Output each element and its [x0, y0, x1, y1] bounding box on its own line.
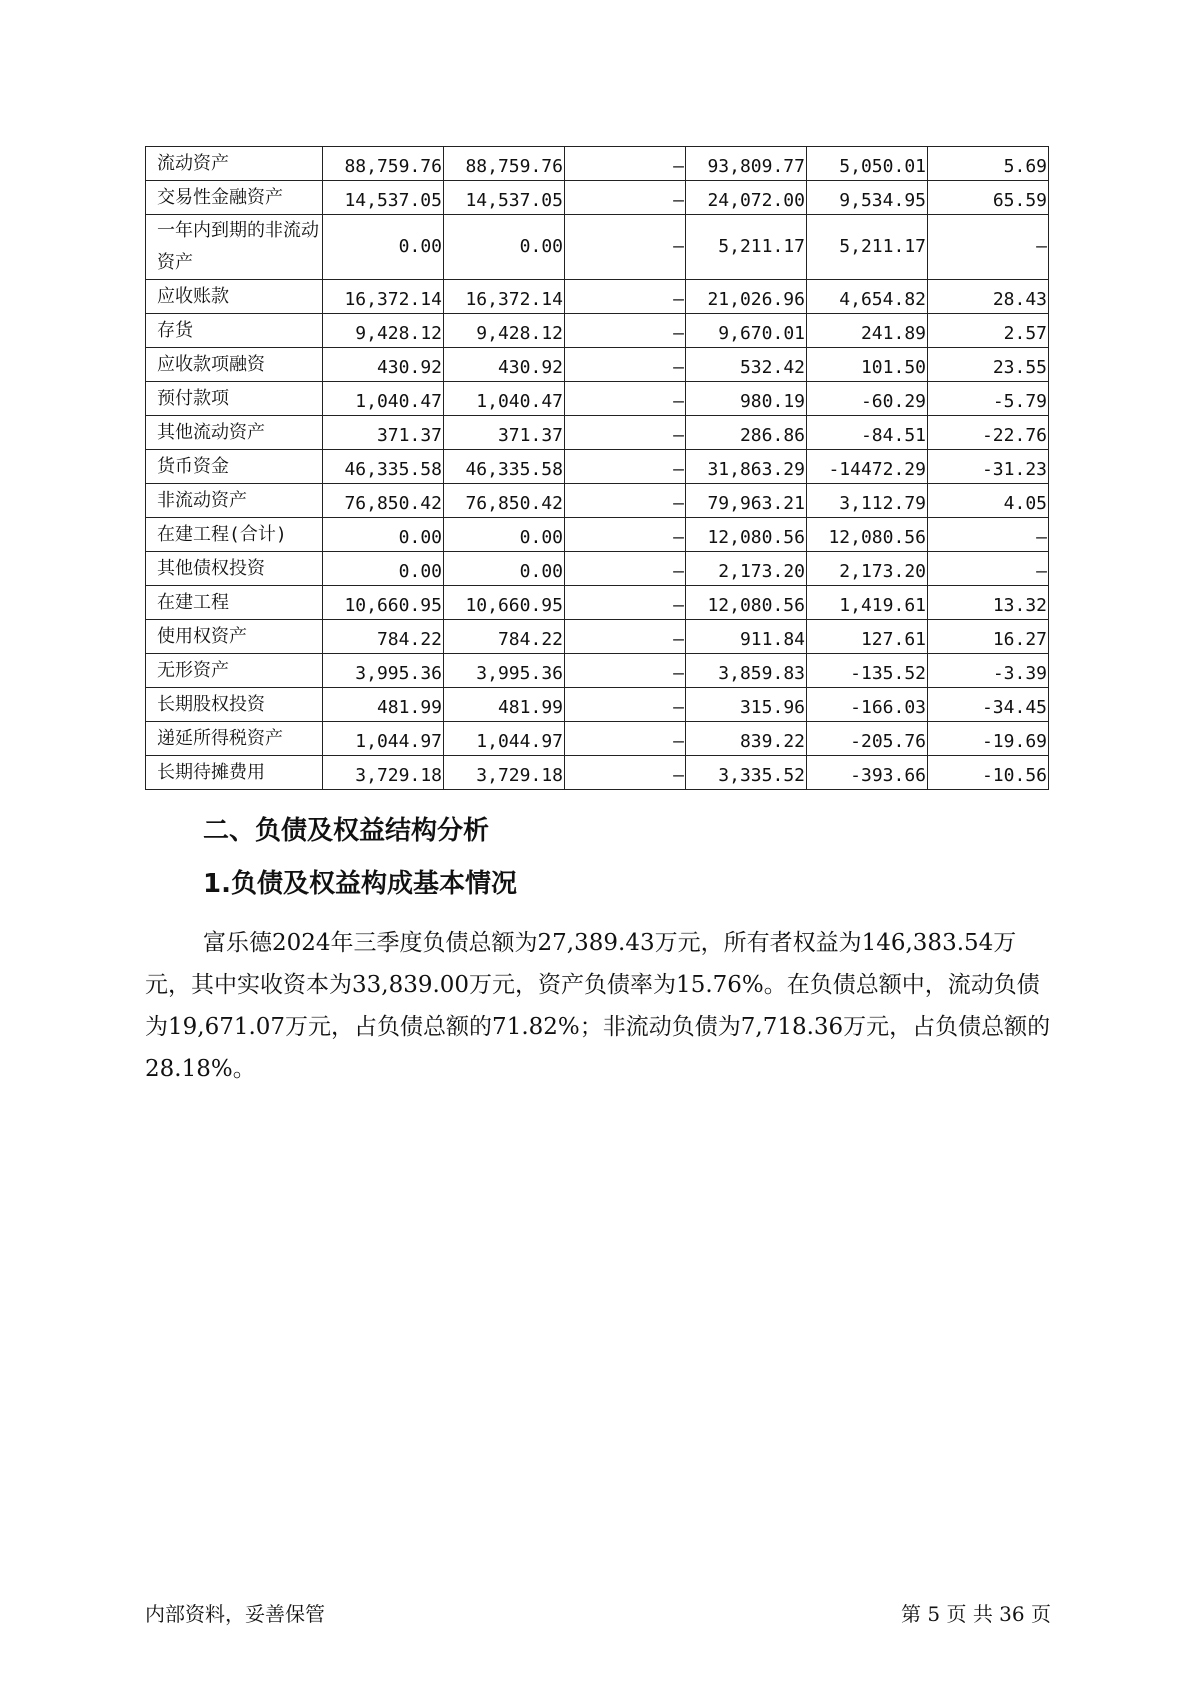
row-label: 在建工程(合计) — [146, 518, 323, 552]
change-amount-cell: 5,211.17 — [807, 215, 928, 280]
change-amount-cell: -205.76 — [807, 722, 928, 756]
current-value-cell: 21,026.96 — [686, 280, 807, 314]
adjustment-cell: – — [565, 147, 686, 181]
adjustment-cell: – — [565, 518, 686, 552]
table-row — [146, 756, 1049, 790]
adjustment-cell: – — [565, 416, 686, 450]
change-percent-cell: -22.76 — [928, 416, 1049, 450]
row-label: 预付款项 — [146, 382, 323, 416]
current-value-cell: 12,080.56 — [686, 518, 807, 552]
table-row — [146, 314, 1049, 348]
current-value-cell: 79,963.21 — [686, 484, 807, 518]
section-subheading: 1.负债及权益构成基本情况 — [203, 869, 517, 899]
adjustment-cell: – — [565, 314, 686, 348]
row-label: 应收账款 — [146, 280, 323, 314]
row-label: 长期股权投资 — [146, 688, 323, 722]
current-value-cell: 532.42 — [686, 348, 807, 382]
row-label: 应收款项融资 — [146, 348, 323, 382]
table-row — [146, 450, 1049, 484]
row-label: 货币资金 — [146, 450, 323, 484]
adjustment-cell: – — [565, 654, 686, 688]
adjusted-value-cell: 9,428.12 — [444, 314, 565, 348]
opening-value-cell: 3,729.18 — [323, 756, 444, 790]
row-label: 无形资产 — [146, 654, 323, 688]
row-label: 交易性金融资产 — [146, 181, 323, 215]
change-percent-cell: 5.69 — [928, 147, 1049, 181]
change-amount-cell: 9,534.95 — [807, 181, 928, 215]
adjusted-value-cell: 76,850.42 — [444, 484, 565, 518]
adjusted-value-cell: 10,660.95 — [444, 586, 565, 620]
adjusted-value-cell: 46,335.58 — [444, 450, 565, 484]
current-value-cell: 3,859.83 — [686, 654, 807, 688]
opening-value-cell: 1,044.97 — [323, 722, 444, 756]
current-value-cell: 839.22 — [686, 722, 807, 756]
change-amount-cell: 12,080.56 — [807, 518, 928, 552]
table-row — [146, 518, 1049, 552]
opening-value-cell: 430.92 — [323, 348, 444, 382]
adjusted-value-cell: 481.99 — [444, 688, 565, 722]
row-label: 使用权资产 — [146, 620, 323, 654]
opening-value-cell: 1,040.47 — [323, 382, 444, 416]
change-percent-cell: 65.59 — [928, 181, 1049, 215]
adjustment-cell: – — [565, 215, 686, 280]
row-label: 长期待摊费用 — [146, 756, 323, 790]
adjusted-value-cell: 430.92 — [444, 348, 565, 382]
adjustment-cell: – — [565, 280, 686, 314]
adjusted-value-cell: 3,729.18 — [444, 756, 565, 790]
current-value-cell: 9,670.01 — [686, 314, 807, 348]
table-row — [146, 688, 1049, 722]
table-row — [146, 215, 1049, 280]
opening-value-cell: 14,537.05 — [323, 181, 444, 215]
change-percent-cell: 23.55 — [928, 348, 1049, 382]
opening-value-cell: 10,660.95 — [323, 586, 444, 620]
change-percent-cell: – — [928, 215, 1049, 280]
change-amount-cell: 101.50 — [807, 348, 928, 382]
change-amount-cell: -135.52 — [807, 654, 928, 688]
adjustment-cell: – — [565, 688, 686, 722]
opening-value-cell: 481.99 — [323, 688, 444, 722]
current-value-cell: 2,173.20 — [686, 552, 807, 586]
change-amount-cell: -14472.29 — [807, 450, 928, 484]
change-percent-cell: 16.27 — [928, 620, 1049, 654]
opening-value-cell: 76,850.42 — [323, 484, 444, 518]
change-percent-cell: -10.56 — [928, 756, 1049, 790]
row-label: 其他债权投资 — [146, 552, 323, 586]
table-row — [146, 552, 1049, 586]
table-row — [146, 722, 1049, 756]
change-amount-cell: -60.29 — [807, 382, 928, 416]
adjusted-value-cell: 88,759.76 — [444, 147, 565, 181]
current-value-cell: 315.96 — [686, 688, 807, 722]
adjustment-cell: – — [565, 382, 686, 416]
change-percent-cell: -3.39 — [928, 654, 1049, 688]
table-row — [146, 348, 1049, 382]
change-amount-cell: 2,173.20 — [807, 552, 928, 586]
row-label: 存货 — [146, 314, 323, 348]
change-percent-cell: 4.05 — [928, 484, 1049, 518]
current-value-cell: 93,809.77 — [686, 147, 807, 181]
section-heading: 二、负债及权益结构分析 — [203, 816, 490, 846]
adjusted-value-cell: 0.00 — [444, 215, 565, 280]
adjustment-cell: – — [565, 552, 686, 586]
change-percent-cell: -19.69 — [928, 722, 1049, 756]
change-percent-cell: – — [928, 552, 1049, 586]
current-value-cell: 911.84 — [686, 620, 807, 654]
adjusted-value-cell: 14,537.05 — [444, 181, 565, 215]
table-row — [146, 280, 1049, 314]
adjusted-value-cell: 371.37 — [444, 416, 565, 450]
change-percent-cell: 28.43 — [928, 280, 1049, 314]
opening-value-cell: 0.00 — [323, 552, 444, 586]
current-value-cell: 3,335.52 — [686, 756, 807, 790]
opening-value-cell: 88,759.76 — [323, 147, 444, 181]
adjusted-value-cell: 0.00 — [444, 518, 565, 552]
opening-value-cell: 0.00 — [323, 215, 444, 280]
adjustment-cell: – — [565, 181, 686, 215]
change-amount-cell: 4,654.82 — [807, 280, 928, 314]
change-percent-cell: -5.79 — [928, 382, 1049, 416]
adjustment-cell: – — [565, 756, 686, 790]
change-amount-cell: -166.03 — [807, 688, 928, 722]
change-percent-cell: – — [928, 518, 1049, 552]
row-label: 一年内到期的非流动资产 — [146, 215, 323, 280]
current-value-cell: 286.86 — [686, 416, 807, 450]
change-amount-cell: -84.51 — [807, 416, 928, 450]
change-percent-cell: 2.57 — [928, 314, 1049, 348]
adjustment-cell: – — [565, 586, 686, 620]
table-row — [146, 382, 1049, 416]
current-value-cell: 31,863.29 — [686, 450, 807, 484]
table-row — [146, 416, 1049, 450]
change-percent-cell: -34.45 — [928, 688, 1049, 722]
footer-page-number: 第 5 页 共 36 页 — [901, 1602, 1051, 1626]
row-label: 在建工程 — [146, 586, 323, 620]
asset-table — [145, 146, 1049, 790]
change-percent-cell: -31.23 — [928, 450, 1049, 484]
adjusted-value-cell: 1,044.97 — [444, 722, 565, 756]
adjustment-cell: – — [565, 620, 686, 654]
asset-table-body — [146, 147, 1049, 790]
opening-value-cell: 16,372.14 — [323, 280, 444, 314]
adjustment-cell: – — [565, 348, 686, 382]
row-label: 非流动资产 — [146, 484, 323, 518]
table-row — [146, 654, 1049, 688]
current-value-cell: 12,080.56 — [686, 586, 807, 620]
table-row — [146, 147, 1049, 181]
opening-value-cell: 9,428.12 — [323, 314, 444, 348]
opening-value-cell: 0.00 — [323, 518, 444, 552]
change-amount-cell: -393.66 — [807, 756, 928, 790]
table-row — [146, 181, 1049, 215]
change-amount-cell: 3,112.79 — [807, 484, 928, 518]
table-row — [146, 620, 1049, 654]
adjustment-cell: – — [565, 722, 686, 756]
opening-value-cell: 3,995.36 — [323, 654, 444, 688]
row-label: 其他流动资产 — [146, 416, 323, 450]
opening-value-cell: 46,335.58 — [323, 450, 444, 484]
row-label: 递延所得税资产 — [146, 722, 323, 756]
footer-confidential-note: 内部资料，妥善保管 — [145, 1602, 325, 1626]
adjustment-cell: – — [565, 484, 686, 518]
adjusted-value-cell: 16,372.14 — [444, 280, 565, 314]
adjusted-value-cell: 1,040.47 — [444, 382, 565, 416]
opening-value-cell: 784.22 — [323, 620, 444, 654]
change-amount-cell: 1,419.61 — [807, 586, 928, 620]
adjusted-value-cell: 784.22 — [444, 620, 565, 654]
current-value-cell: 24,072.00 — [686, 181, 807, 215]
row-label: 流动资产 — [146, 147, 323, 181]
change-amount-cell: 127.61 — [807, 620, 928, 654]
change-amount-cell: 241.89 — [807, 314, 928, 348]
adjusted-value-cell: 3,995.36 — [444, 654, 565, 688]
adjustment-cell: – — [565, 450, 686, 484]
body-paragraph: 富乐德2024年三季度负债总额为27,389.43万元，所有者权益为146,383.54万元，其中实收资本为33,839.00万元，资产负债率为15.76%。在负债总额中，流动负债为19,671.07万元，占负债总额的71.82%；非流动负债为7,718.36万元，占负债总额的28.18%。 — [145, 930, 1051, 1082]
change-amount-cell: 5,050.01 — [807, 147, 928, 181]
adjusted-value-cell: 0.00 — [444, 552, 565, 586]
current-value-cell: 980.19 — [686, 382, 807, 416]
change-percent-cell: 13.32 — [928, 586, 1049, 620]
table-row — [146, 586, 1049, 620]
table-row — [146, 484, 1049, 518]
current-value-cell: 5,211.17 — [686, 215, 807, 280]
opening-value-cell: 371.37 — [323, 416, 444, 450]
